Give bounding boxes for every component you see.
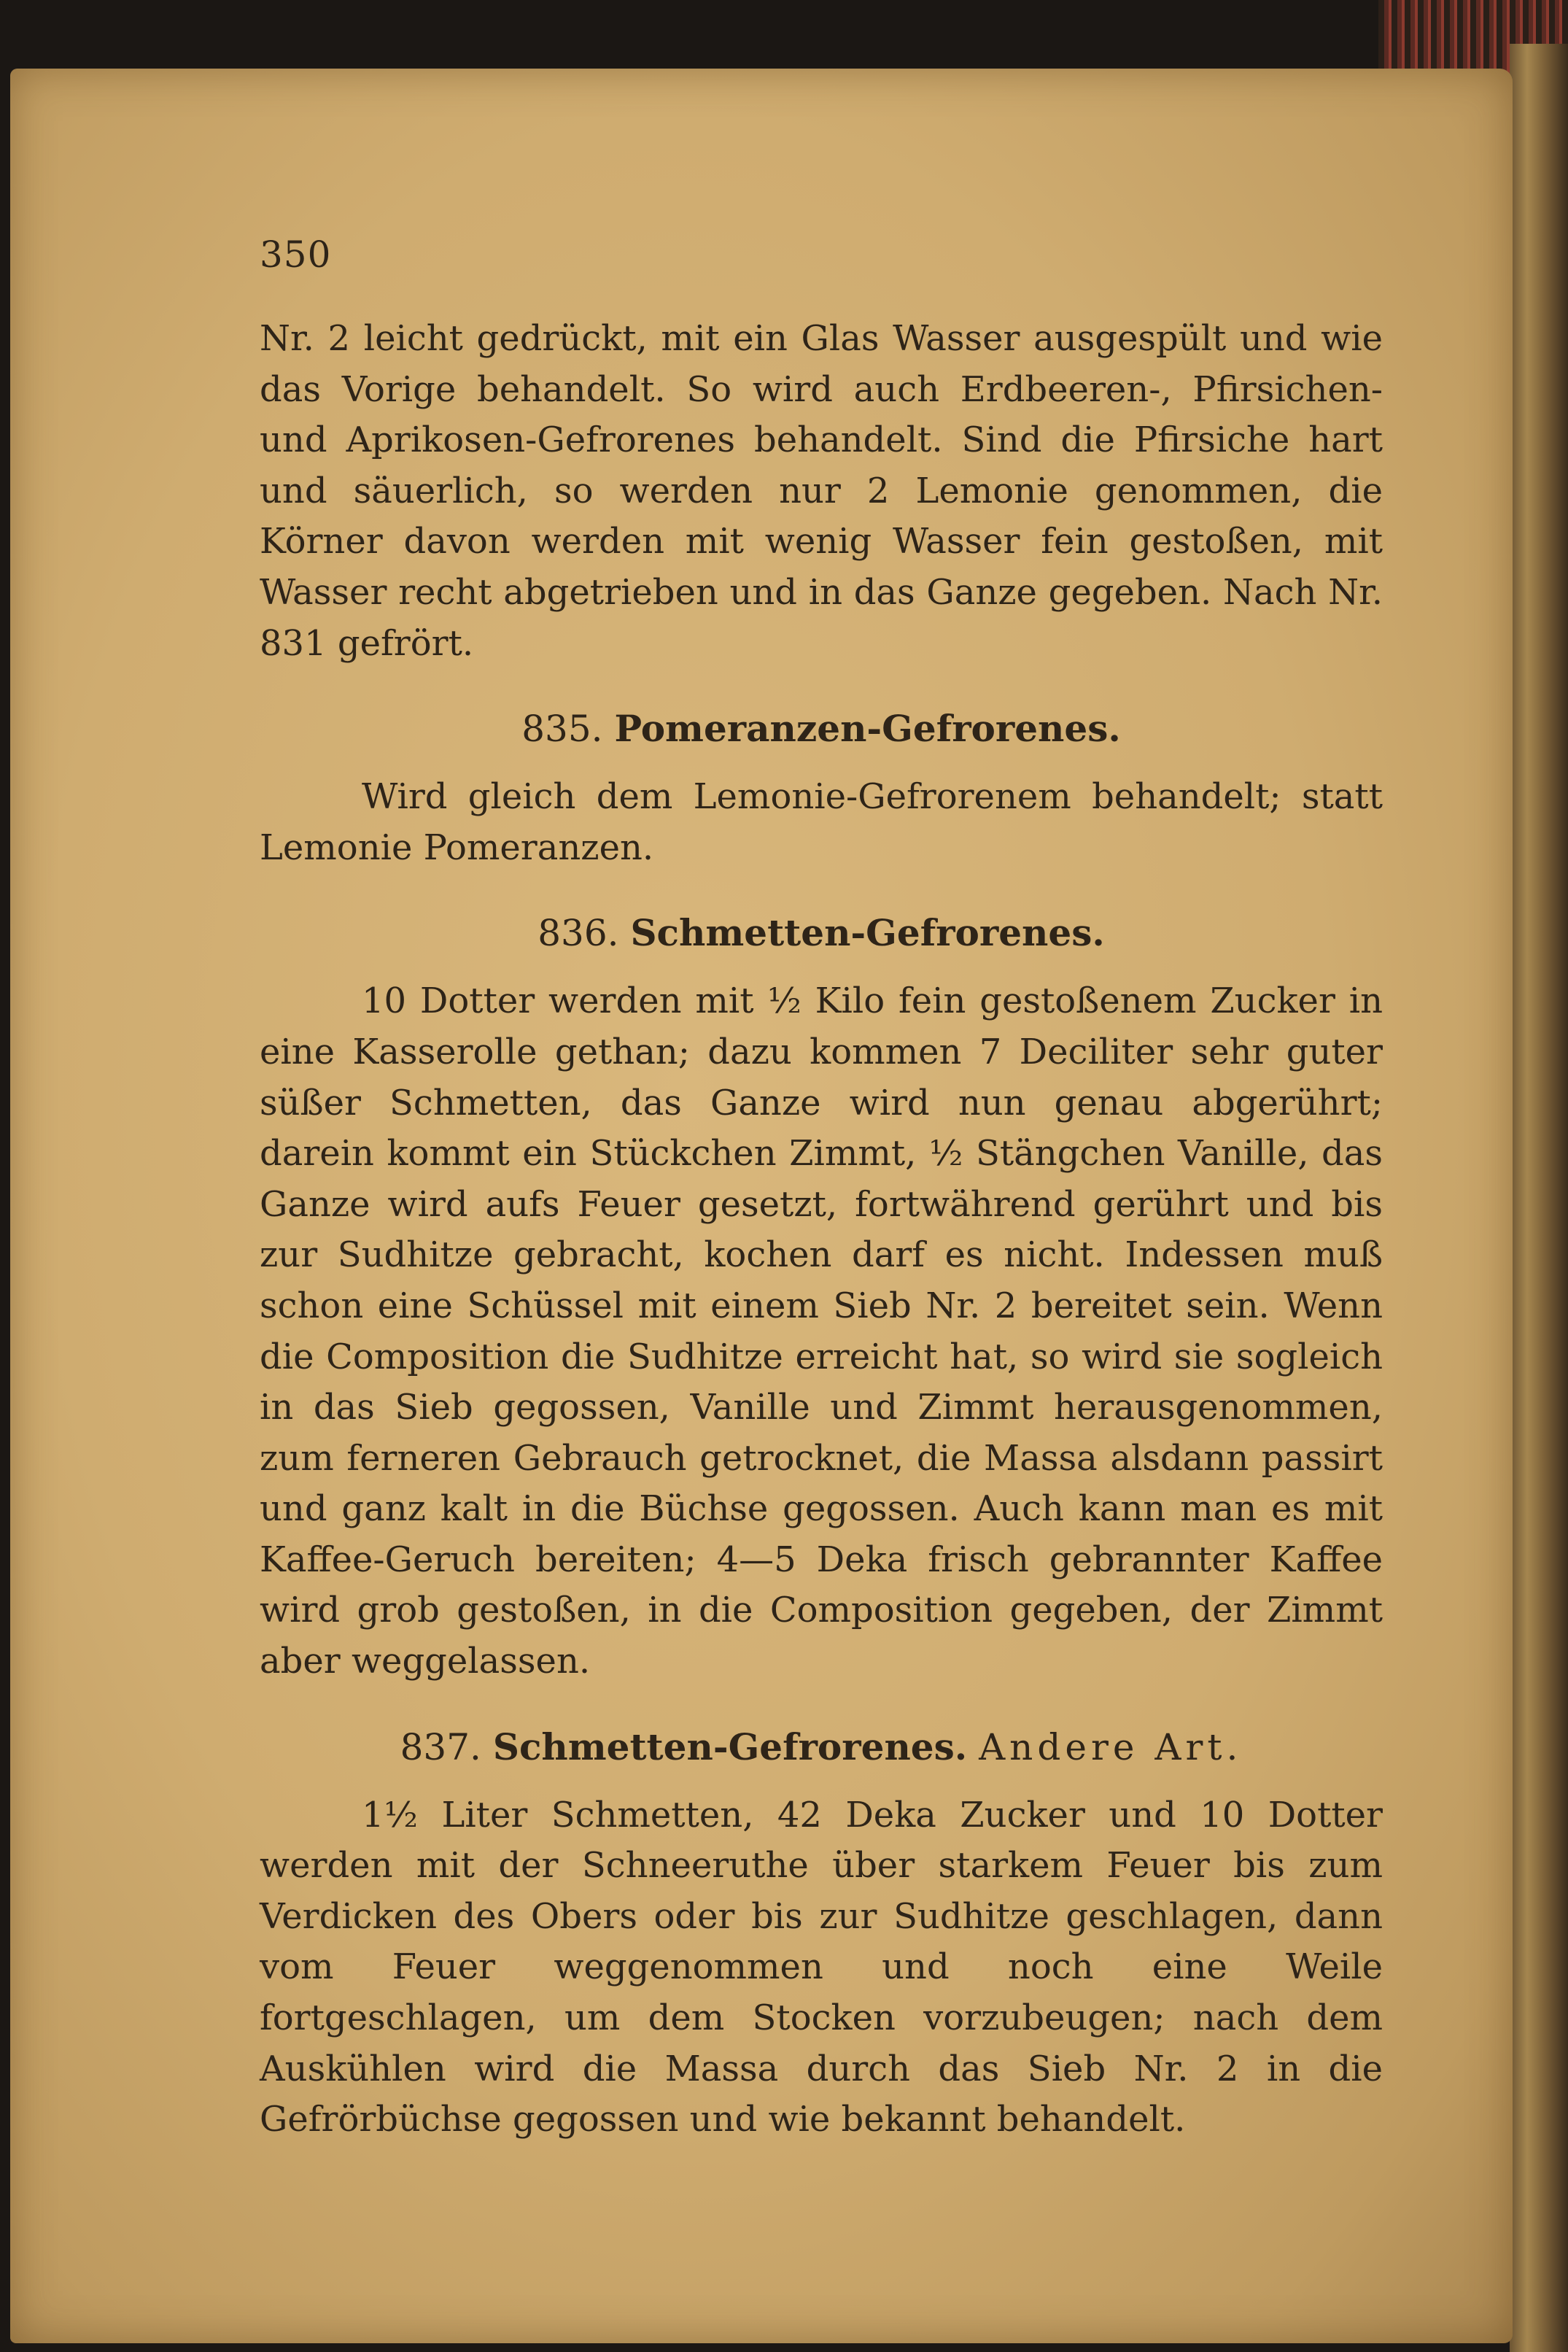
page-edges [1510, 44, 1568, 2352]
paragraph-continuation: Nr. 2 leicht gedrückt, mit ein Glas Wasser ausgespült und wie das Vorige behandelt. So wird auch Erdbeeren-, Pfirsichen- und Aprikosen-Gefrorenes behandelt. Sind die Pfirsiche hart und säuerlich, so werden nur 2 Lemonie genommen, die Körner davon werden mit wenig Wasser fein gestoßen, mit Wasser recht abgetrieben und in das Ganze gegeben. Nach Nr. 831 gefrört. [260, 318, 1383, 664]
recipe-number: 836. [537, 912, 619, 955]
paragraph-835: Wird gleich dem Lemonie-Gefrorenem behandelt; statt Lemonie Pomeranzen. [260, 776, 1383, 868]
recipe-subtitle: Andere Art. [979, 1725, 1243, 1768]
paragraph-836: 10 Dotter werden mit ½ Kilo fein gestoßenem Zucker in eine Kasserolle gethan; dazu kommen 7 Deciliter sehr guter süßer Schmetten, das Ganze wird nun genau abgerührt; darein kommt ein Stückchen Zimmt, ½ Stängchen Vanille, das Ganze wird aufs Feuer gesetzt, fortwährend gerührt und bis zur Sudhitze gebracht, kochen darf es nicht. Indessen muß schon eine Schüssel mit einem Sieb Nr. 2 bereitet sein. Wenn die Composition die Sudhitze erreicht hat, so wird sie sogleich in das Sieb gegossen, Vanille und Zimmt herausgenommen, zum ferneren Gebrauch getrocknet, die Massa alsdann passirt und ganz kalt in die Büchse gegossen. Auch kann man es mit Kaffee-Geruch bereiten; 4—5 Deka frisch gebrannter Kaffee wird grob gestoßen, in die Composition gegeben, der Zimmt aber weggelassen. [260, 980, 1383, 1682]
recipe-number: 835. [521, 708, 603, 751]
page-number: 350 [260, 233, 332, 276]
recipe-number: 837. [400, 1725, 481, 1768]
recipe-title: Schmetten-Gefrorenes. [492, 1725, 968, 1768]
recipe-title: Schmetten-Gefrorenes. [630, 911, 1105, 955]
recipe-heading-836 [260, 911, 1383, 954]
recipe-title: Pomeranzen-Gefrorenes. [614, 707, 1121, 751]
recipe-heading-837 [260, 1725, 1383, 1768]
recipe-heading-835 [260, 707, 1383, 750]
text-block [260, 233, 1383, 2146]
paragraph-837: 1½ Liter Schmetten, 42 Deka Zucker und 10 Dotter werden mit der Schneeruthe über starkem Feuer bis zum Verdicken des Obers oder bis zur Sudhitze geschlagen, dann vom Feuer weggenommen und noch eine Weile fortgeschlagen, um dem Stocken vorzubeugen; nach dem Auskühlen wird die Massa durch das Sieb Nr. 2 in die Gefrörbüchse gegossen und wie bekannt behandelt. [260, 1794, 1383, 2140]
